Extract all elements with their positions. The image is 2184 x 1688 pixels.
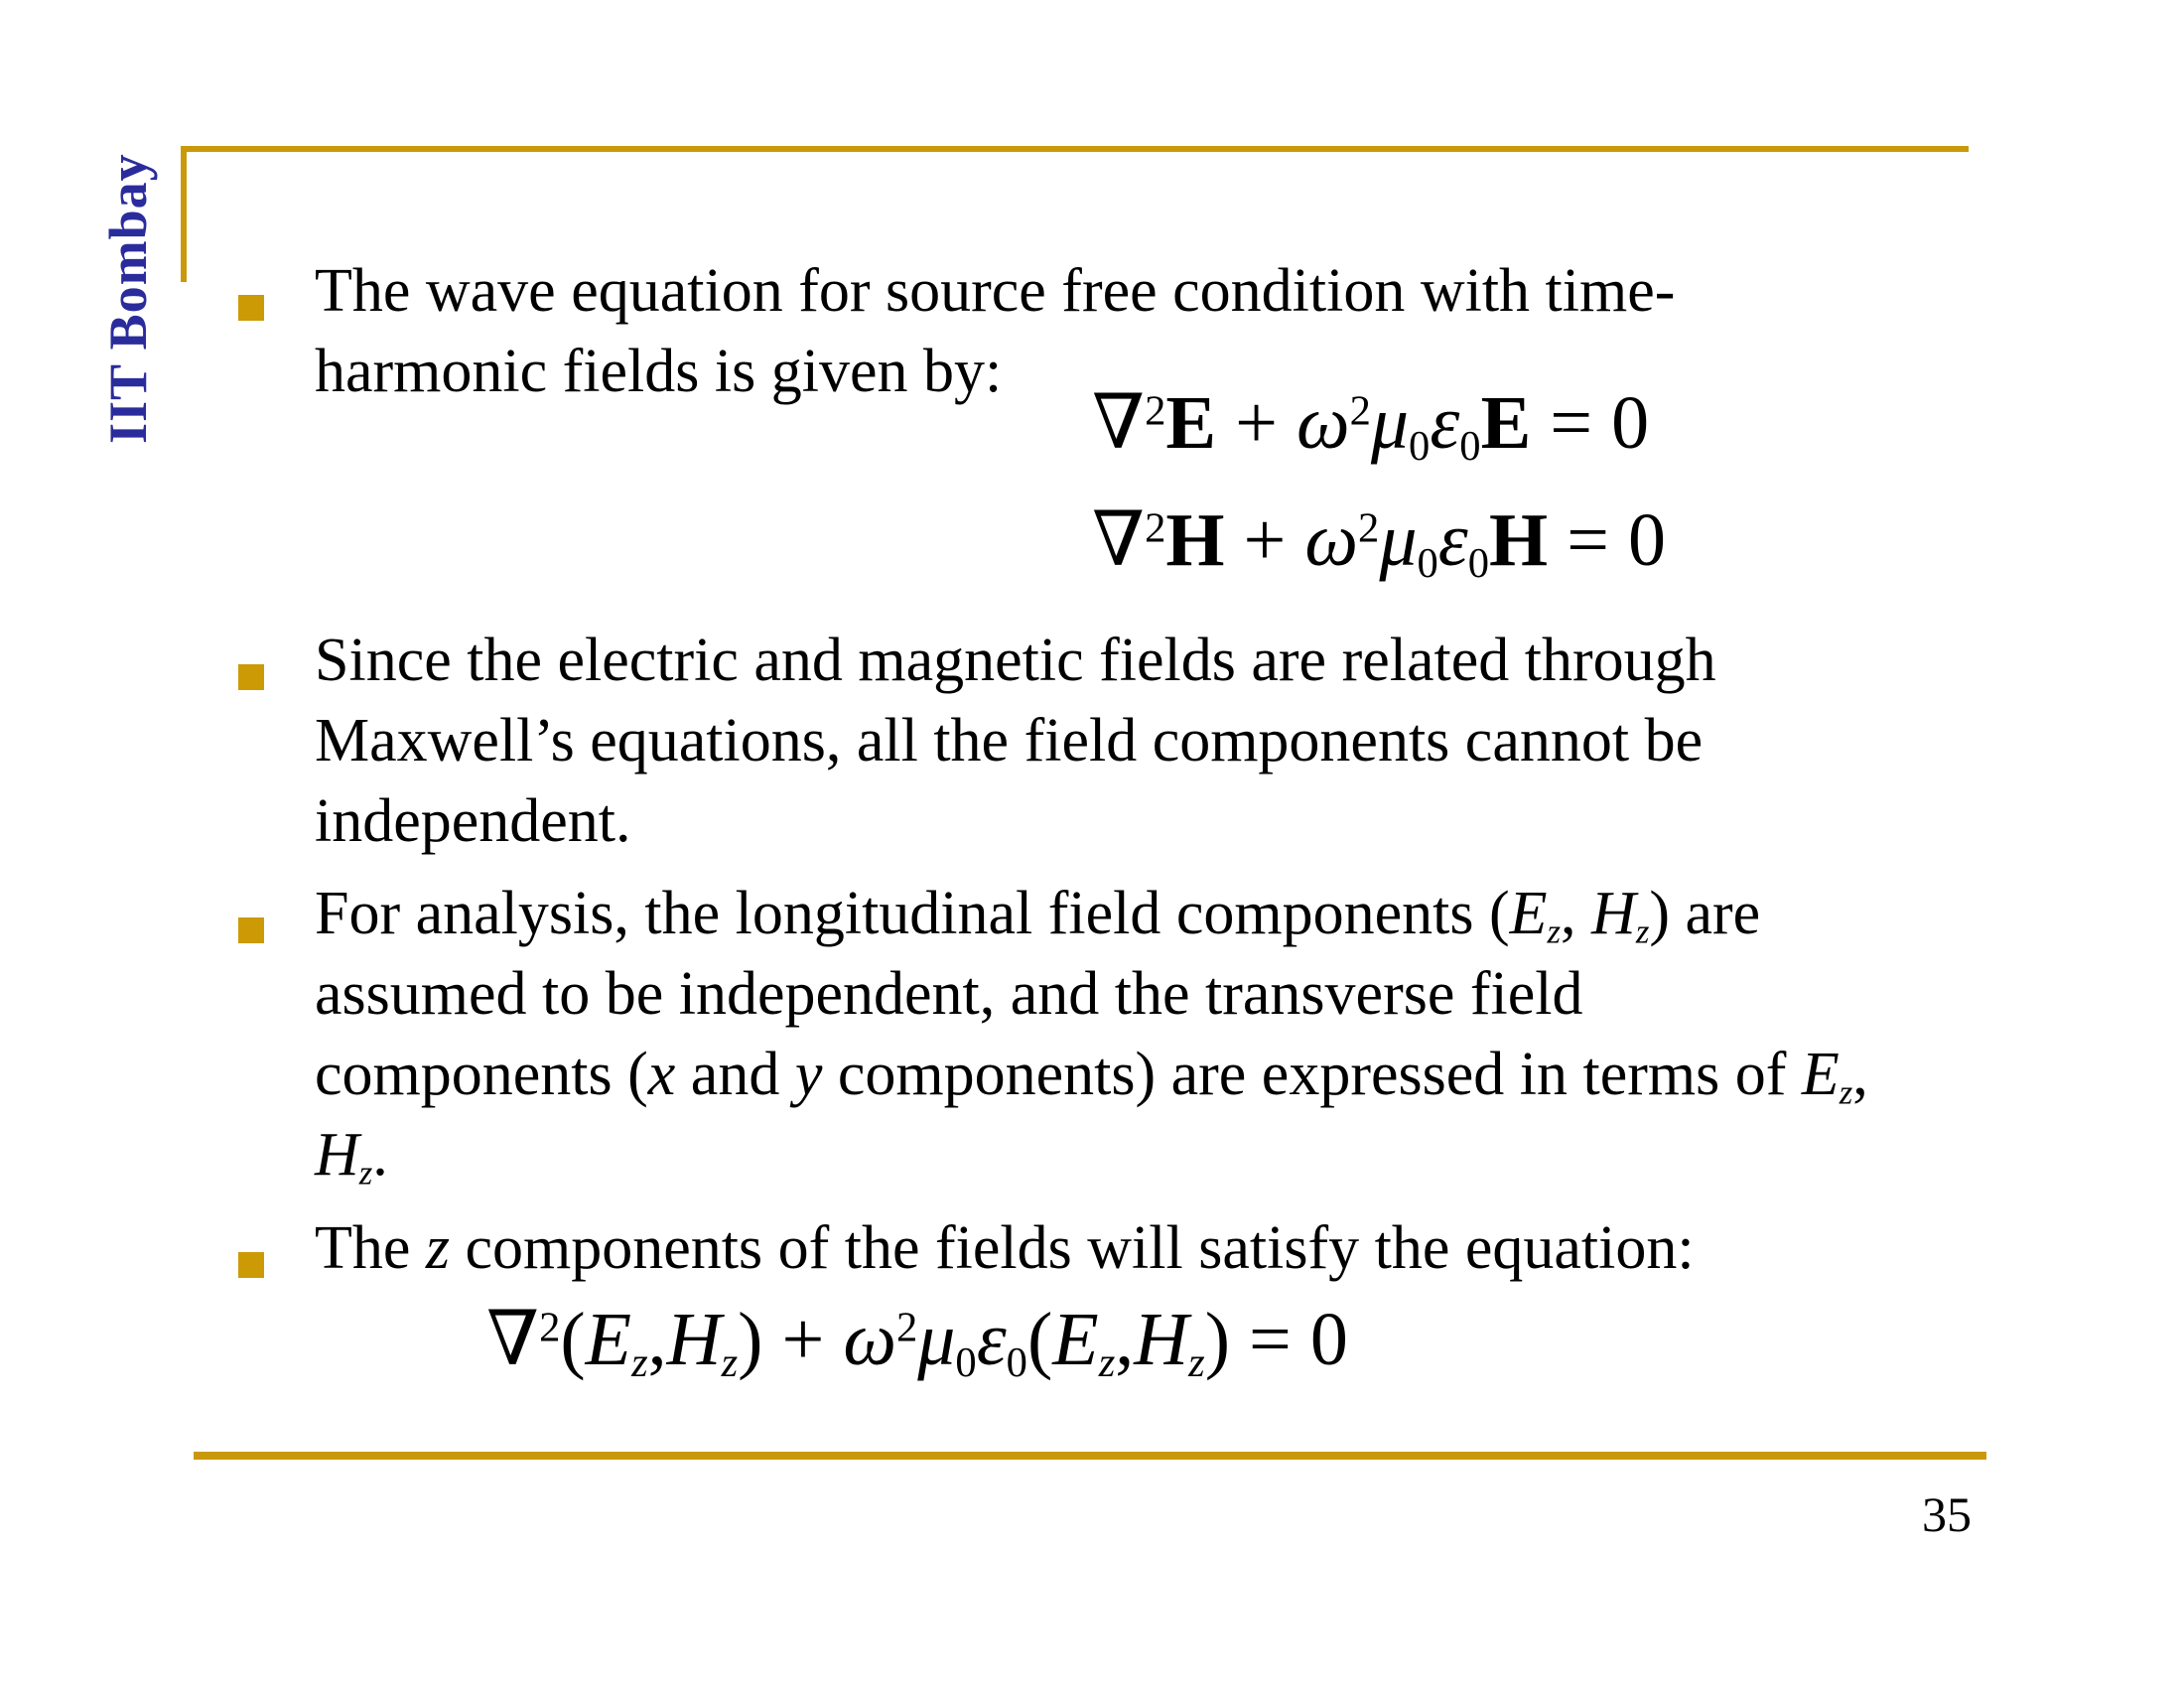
bullet-4-line-1: The z components of the fields will satisfy the equation: xyxy=(315,1214,1695,1282)
z-component-equation: $\nabla^2(Ez,Hz) + \omega^2\mu 0\varepsilon 0(Ez,Hz) = 0$ xyxy=(486,1298,1348,1386)
bullet-marker xyxy=(238,917,264,943)
bullet-2-line-2: Maxwell’s equations, all the field components cannot be xyxy=(315,707,1704,774)
bullet-3-line-2: assumed to be independent, and the transverse field xyxy=(315,960,1583,1028)
bullet-3-line-3: components (x and y components) are expressed in terms of Ez, xyxy=(315,1041,1868,1112)
bullet-3-line-1: For analysis, the longitudinal field components (Ez, Hz) are xyxy=(315,880,1761,951)
bullet-1-line-2: harmonic fields is given by: xyxy=(315,338,1003,405)
bullet-2-line-3: independent. xyxy=(315,787,631,855)
bullet-marker xyxy=(238,664,264,690)
bullet-marker xyxy=(238,295,264,321)
iit-bombay-brand: IIT Bombay xyxy=(98,153,158,444)
bullet-marker xyxy=(238,1252,264,1278)
side-divider-rule xyxy=(181,146,187,282)
bullet-1-line-1: The wave equation for source free condition with time- xyxy=(315,257,1676,325)
bullet-block-z-components xyxy=(238,1208,2154,1289)
bullet-2-line-1: Since the electric and magnetic fields are related through xyxy=(315,627,1716,694)
bullet-block-maxwell-relation xyxy=(238,621,2154,862)
wave-equation-e-field: $\nabla^2E + \omega^2\mu 0\varepsilon 0E = 0$ xyxy=(1092,381,1650,470)
bullet-block-longitudinal-components xyxy=(238,874,2154,1196)
wave-equation-h-field: $\nabla^2H + \omega^2\mu 0\varepsilon 0H = 0$ xyxy=(1092,498,1666,587)
page-number: 35 xyxy=(1922,1486,1972,1542)
top-divider-rule xyxy=(181,146,1969,152)
bottom-divider-rule xyxy=(194,1452,1986,1460)
bullet-3-line-4: Hz. xyxy=(315,1121,388,1193)
